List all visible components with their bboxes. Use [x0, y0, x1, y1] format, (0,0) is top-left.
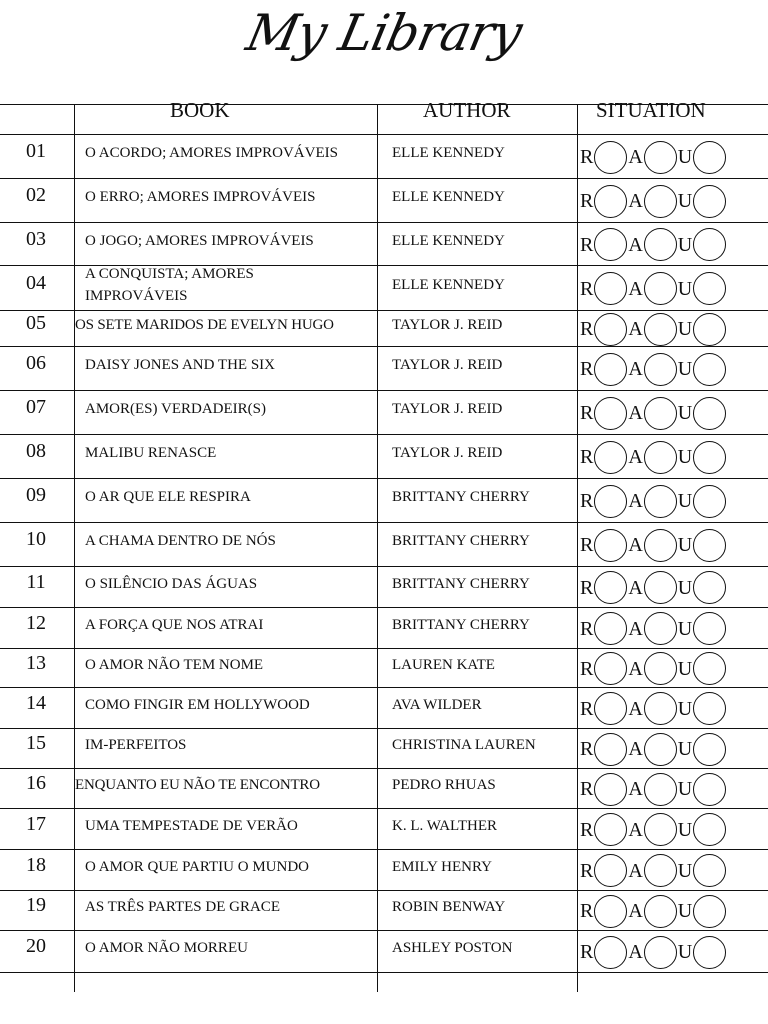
row-number: 08 [26, 440, 46, 462]
situation-label-r: R [580, 358, 594, 380]
situation-label-u: U [677, 657, 693, 680]
situation-checkbox-r[interactable] [594, 692, 627, 725]
book-title: O AMOR QUE PARTIU O MUNDO [85, 858, 309, 875]
situation-options [580, 484, 727, 518]
situation-options [580, 935, 727, 969]
situation-checkbox-u[interactable] [693, 313, 726, 346]
table-row-divider [0, 930, 768, 931]
situation-checkbox-u[interactable] [693, 936, 726, 969]
situation-checkbox-a[interactable] [644, 854, 677, 887]
book-title: O AMOR NÃO MORREU [85, 940, 248, 956]
table-row-divider [0, 808, 768, 809]
situation-label-a: A [628, 318, 643, 340]
situation-checkbox-r[interactable] [594, 936, 627, 969]
situation-checkbox-u[interactable] [693, 692, 726, 725]
table-row-divider [0, 566, 768, 567]
book-title: O AR QUE ELE RESPIRA [85, 489, 251, 505]
situation-label-r: R [580, 190, 594, 212]
book-author: ELLE KENNEDY [392, 145, 505, 161]
row-number: 20 [26, 935, 46, 957]
situation-checkbox-a[interactable] [644, 692, 677, 725]
table-row-divider [0, 768, 768, 769]
book-author: ELLE KENNEDY [392, 276, 505, 293]
situation-label-a: A [628, 190, 643, 212]
situation-checkbox-a[interactable] [644, 895, 677, 928]
book-author: ROBIN BENWAY [392, 899, 506, 915]
row-number: 04 [26, 271, 46, 294]
situation-checkbox-u[interactable] [693, 228, 726, 261]
situation-label-r: R [580, 941, 594, 963]
situation-options [580, 440, 727, 474]
situation-label-u: U [677, 233, 693, 256]
situation-label-u: U [677, 318, 693, 340]
row-number: 17 [26, 812, 46, 835]
situation-label-u: U [677, 617, 693, 640]
table-row-divider [0, 890, 768, 891]
book-author: BRITTANY CHERRY [392, 533, 530, 549]
book-title: O SILÊNCIO DAS ÁGUAS [85, 575, 258, 592]
book-author: BRITTANY CHERRY [392, 489, 530, 505]
situation-checkbox-a[interactable] [644, 485, 677, 518]
table-row-divider [0, 310, 768, 311]
situation-checkbox-a[interactable] [644, 228, 677, 261]
situation-checkbox-r[interactable] [594, 733, 627, 766]
situation-checkbox-r[interactable] [594, 652, 627, 685]
book-title: COMO FINGIR EM HOLLYWOOD [85, 696, 310, 713]
book-author: TAYLOR J. REID [392, 445, 503, 461]
situation-checkbox-r[interactable] [594, 185, 627, 218]
situation-options [580, 692, 727, 726]
situation-checkbox-u[interactable] [693, 854, 726, 887]
situation-options [580, 894, 727, 928]
situation-checkbox-u[interactable] [693, 353, 726, 386]
row-number: 16 [26, 772, 46, 794]
table-column-divider [377, 104, 378, 992]
table-row-divider [0, 346, 768, 347]
situation-label-u: U [677, 900, 693, 922]
situation-label-r: R [580, 818, 594, 841]
book-title: UMA TEMPESTADE DE VERÃO [85, 817, 298, 834]
book-author: K. L. WALTHER [392, 817, 497, 834]
table-column-divider [577, 104, 578, 992]
book-title: IM-PERFEITOS [85, 737, 187, 753]
book-title: A FORÇA QUE NOS ATRAI [85, 616, 264, 633]
situation-checkbox-a[interactable] [644, 813, 677, 846]
table-row-divider [0, 849, 768, 850]
book-title: ENQUANTO EU NÃO TE ENCONTRO [75, 777, 320, 793]
situation-label-u: U [677, 277, 693, 300]
situation-options [580, 228, 727, 262]
header-author: AUTHOR [423, 98, 511, 122]
situation-checkbox-u[interactable] [693, 895, 726, 928]
situation-options [580, 612, 727, 646]
row-number: 05 [26, 312, 46, 334]
table-row-divider [0, 522, 768, 523]
situation-checkbox-a[interactable] [644, 612, 677, 645]
situation-options [580, 272, 727, 306]
table-row-divider [0, 178, 768, 179]
situation-checkbox-u[interactable] [693, 529, 726, 562]
row-number: 06 [26, 352, 46, 374]
book-author: PEDRO RHUAS [392, 777, 496, 793]
row-number: 09 [26, 484, 46, 506]
book-title: O JOGO; AMORES IMPROVÁVEIS [85, 232, 314, 249]
row-number: 03 [26, 227, 46, 250]
situation-options [580, 571, 727, 605]
situation-label-a: A [628, 402, 643, 424]
situation-checkbox-a[interactable] [644, 529, 677, 562]
situation-label-u: U [677, 778, 693, 800]
book-author: TAYLOR J. REID [392, 317, 503, 333]
situation-label-u: U [677, 859, 693, 882]
book-title: OS SETE MARIDOS DE EVELYN HUGO [75, 317, 334, 333]
row-number: 14 [26, 691, 46, 714]
situation-label-r: R [580, 778, 594, 800]
situation-label-u: U [677, 534, 693, 556]
situation-label-r: R [580, 146, 594, 168]
situation-label-a: A [628, 900, 643, 922]
table-row-divider [0, 972, 768, 973]
situation-label-a: A [628, 358, 643, 380]
book-author: ELLE KENNEDY [392, 189, 505, 205]
row-number: 07 [26, 396, 46, 418]
situation-checkbox-a[interactable] [644, 272, 677, 305]
situation-checkbox-u[interactable] [693, 185, 726, 218]
situation-checkbox-u[interactable] [693, 397, 726, 430]
situation-checkbox-u[interactable] [693, 441, 726, 474]
situation-checkbox-r[interactable] [594, 773, 627, 806]
situation-label-u: U [677, 446, 693, 468]
situation-label-u: U [677, 190, 693, 212]
situation-label-a: A [628, 859, 643, 882]
situation-label-u: U [677, 146, 693, 168]
situation-options [580, 140, 727, 174]
row-number: 15 [26, 732, 46, 754]
book-title: MALIBU RENASCE [85, 445, 217, 461]
situation-checkbox-u[interactable] [693, 733, 726, 766]
situation-checkbox-u[interactable] [693, 272, 726, 305]
situation-label-a: A [628, 657, 643, 680]
book-title: A CHAMA DENTRO DE NÓS [85, 533, 276, 549]
situation-label-a: A [628, 818, 643, 841]
situation-options [580, 813, 727, 847]
table-row-divider [0, 648, 768, 649]
header-situation: SITUATION [596, 98, 706, 122]
situation-label-r: R [580, 738, 594, 760]
situation-label-r: R [580, 402, 594, 424]
situation-checkbox-r[interactable] [594, 272, 627, 305]
situation-label-r: R [580, 617, 594, 640]
situation-label-u: U [677, 402, 693, 424]
situation-label-a: A [628, 941, 643, 963]
situation-label-u: U [677, 738, 693, 760]
table-row-divider [0, 687, 768, 688]
book-title: DAISY JONES AND THE SIX [85, 357, 276, 373]
situation-checkbox-a[interactable] [644, 773, 677, 806]
situation-label-a: A [628, 617, 643, 640]
situation-checkbox-a[interactable] [644, 733, 677, 766]
situation-label-r: R [580, 233, 594, 256]
situation-label-a: A [628, 534, 643, 556]
situation-label-a: A [628, 233, 643, 256]
book-title: O AMOR NÃO TEM NOME [85, 656, 264, 673]
book-author: BRITTANY CHERRY [392, 616, 530, 633]
situation-label-a: A [628, 446, 643, 468]
situation-checkbox-u[interactable] [693, 652, 726, 685]
situation-checkbox-u[interactable] [693, 485, 726, 518]
situation-checkbox-r[interactable] [594, 813, 627, 846]
situation-options [580, 652, 727, 686]
book-author: EMILY HENRY [392, 858, 493, 875]
table-row-divider [0, 478, 768, 479]
situation-label-a: A [628, 277, 643, 300]
book-author: AVA WILDER [392, 696, 482, 713]
row-number: 02 [26, 184, 46, 206]
situation-checkbox-a[interactable] [644, 571, 677, 604]
situation-label-u: U [677, 576, 693, 599]
page-title: My Library [241, 4, 527, 62]
situation-checkbox-r[interactable] [594, 313, 627, 346]
situation-checkbox-u[interactable] [693, 571, 726, 604]
situation-options [580, 312, 727, 346]
situation-checkbox-u[interactable] [693, 141, 726, 174]
situation-options [580, 732, 727, 766]
row-number: 12 [26, 611, 46, 634]
situation-checkbox-r[interactable] [594, 228, 627, 261]
book-title: AS TRÊS PARTES DE GRACE [85, 899, 280, 915]
row-number: 19 [26, 894, 46, 916]
situation-label-u: U [677, 358, 693, 380]
situation-checkbox-r[interactable] [594, 397, 627, 430]
situation-options [580, 396, 727, 430]
book-author: ASHLEY POSTON [392, 940, 513, 956]
situation-label-a: A [628, 697, 643, 720]
situation-label-r: R [580, 657, 594, 680]
table-row-divider [0, 222, 768, 223]
situation-checkbox-r[interactable] [594, 485, 627, 518]
situation-checkbox-r[interactable] [594, 353, 627, 386]
situation-label-u: U [677, 490, 693, 512]
table-column-divider [74, 104, 75, 992]
situation-label-a: A [628, 490, 643, 512]
table-row-divider [0, 607, 768, 608]
situation-options [580, 772, 727, 806]
book-author: ELLE KENNEDY [392, 232, 505, 249]
situation-checkbox-r[interactable] [594, 854, 627, 887]
situation-label-r: R [580, 277, 594, 300]
situation-options [580, 184, 727, 218]
book-author: TAYLOR J. REID [392, 401, 503, 417]
row-number: 13 [26, 651, 46, 674]
row-number: 01 [26, 140, 46, 162]
table-row-divider [0, 434, 768, 435]
situation-checkbox-a[interactable] [644, 441, 677, 474]
situation-label-a: A [628, 146, 643, 168]
table-row-divider [0, 390, 768, 391]
situation-label-r: R [580, 900, 594, 922]
situation-label-r: R [580, 490, 594, 512]
book-title: O ACORDO; AMORES IMPROVÁVEIS [85, 145, 338, 161]
book-title: O ERRO; AMORES IMPROVÁVEIS [85, 189, 316, 205]
situation-checkbox-a[interactable] [644, 353, 677, 386]
situation-options [580, 352, 727, 386]
book-author: BRITTANY CHERRY [392, 575, 530, 592]
situation-label-u: U [677, 697, 693, 720]
situation-checkbox-r[interactable] [594, 571, 627, 604]
book-title: A CONQUISTA; AMORES IMPROVÁVEIS [85, 266, 254, 304]
situation-checkbox-u[interactable] [693, 612, 726, 645]
situation-checkbox-a[interactable] [644, 185, 677, 218]
situation-checkbox-a[interactable] [644, 397, 677, 430]
situation-label-a: A [628, 576, 643, 599]
table-row-divider [0, 728, 768, 729]
situation-label-r: R [580, 859, 594, 882]
situation-checkbox-r[interactable] [594, 529, 627, 562]
situation-checkbox-r[interactable] [594, 612, 627, 645]
situation-checkbox-a[interactable] [644, 652, 677, 685]
situation-options [580, 854, 727, 888]
situation-label-a: A [628, 738, 643, 760]
situation-label-u: U [677, 941, 693, 963]
row-number: 18 [26, 853, 46, 876]
situation-checkbox-a[interactable] [644, 936, 677, 969]
situation-label-r: R [580, 697, 594, 720]
book-author: CHRISTINA LAUREN [392, 737, 536, 753]
situation-options [580, 528, 727, 562]
book-author: LAUREN KATE [392, 656, 495, 673]
situation-label-r: R [580, 534, 594, 556]
situation-label-a: A [628, 778, 643, 800]
table-row-divider [0, 134, 768, 135]
situation-checkbox-u[interactable] [693, 813, 726, 846]
row-number: 10 [26, 528, 46, 550]
book-title: AMOR(ES) VERDADEIR(S) [85, 401, 266, 417]
row-number: 11 [26, 570, 46, 593]
situation-checkbox-r[interactable] [594, 141, 627, 174]
situation-checkbox-a[interactable] [644, 313, 677, 346]
situation-label-u: U [677, 818, 693, 841]
situation-checkbox-r[interactable] [594, 441, 627, 474]
situation-label-r: R [580, 576, 594, 599]
situation-label-r: R [580, 318, 594, 340]
situation-checkbox-a[interactable] [644, 141, 677, 174]
book-author: TAYLOR J. REID [392, 357, 503, 373]
header-book: BOOK [170, 98, 230, 122]
situation-checkbox-r[interactable] [594, 895, 627, 928]
situation-checkbox-u[interactable] [693, 773, 726, 806]
situation-label-r: R [580, 446, 594, 468]
